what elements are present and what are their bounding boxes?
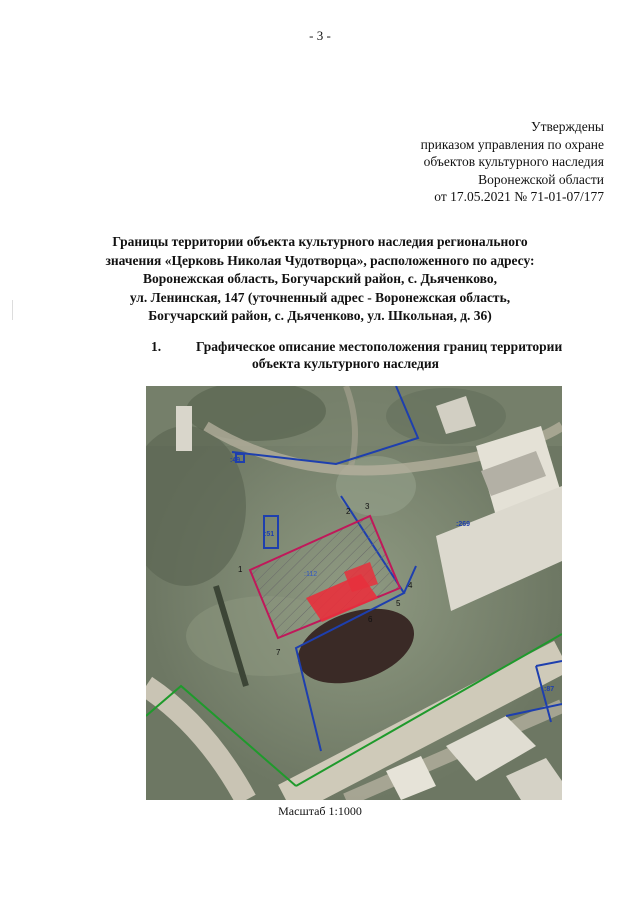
aerial-map: [146, 386, 562, 800]
title-line: Богучарский район, с. Дьяченково, ул. Школьная, д. 36): [148, 308, 492, 323]
title-line: Границы территории объекта культурного наследия регионального: [112, 234, 528, 249]
parcel-label-49: :49: [230, 457, 241, 464]
scan-mark: [12, 300, 13, 320]
parcel-label-51: :51: [264, 531, 275, 538]
title-line: значения «Церковь Николая Чудотворца», расположенного по адресу:: [105, 252, 535, 268]
boundary-point-1: 1: [238, 565, 243, 574]
boundary-point-2: 2: [346, 507, 351, 516]
boundary-point-3: 3: [365, 502, 370, 511]
approval-stamp: [421, 118, 604, 206]
page-number: - 3 -: [309, 28, 331, 43]
parcel-label-112: :112: [304, 571, 318, 578]
boundary-point-7: 7: [276, 648, 281, 657]
boundary-point-5: 5: [396, 599, 401, 608]
building: [176, 406, 192, 451]
section-title-line: Графическое описание местоположения границ территории: [196, 339, 563, 354]
section-title-line: объекта культурного наследия: [252, 356, 439, 371]
parcel-label-269: :269: [456, 521, 471, 528]
boundary-point-6: 6: [368, 615, 373, 624]
map-scale: Масштаб 1:1000: [278, 804, 362, 818]
approval-line: Воронежской области: [478, 171, 604, 187]
approval-line: объектов культурного наследия: [423, 154, 604, 169]
approval-line: от 17.05.2021 № 71-01-07/177: [434, 189, 604, 204]
map-canvas: [146, 386, 562, 800]
title-line: ул. Ленинская, 147 (уточненный адрес - Воронежская область,: [129, 289, 511, 305]
parcel-label-87: :87: [544, 686, 555, 693]
approval-line: приказом управления по охране: [420, 136, 604, 152]
section-number: 1.: [151, 339, 162, 354]
document-title: [60, 233, 580, 326]
approval-line: Утверждены: [531, 119, 604, 134]
title-line: Воронежская область, Богучарский район, с. Дьяченково,: [143, 271, 497, 286]
boundary-point-4: 4: [408, 581, 413, 590]
